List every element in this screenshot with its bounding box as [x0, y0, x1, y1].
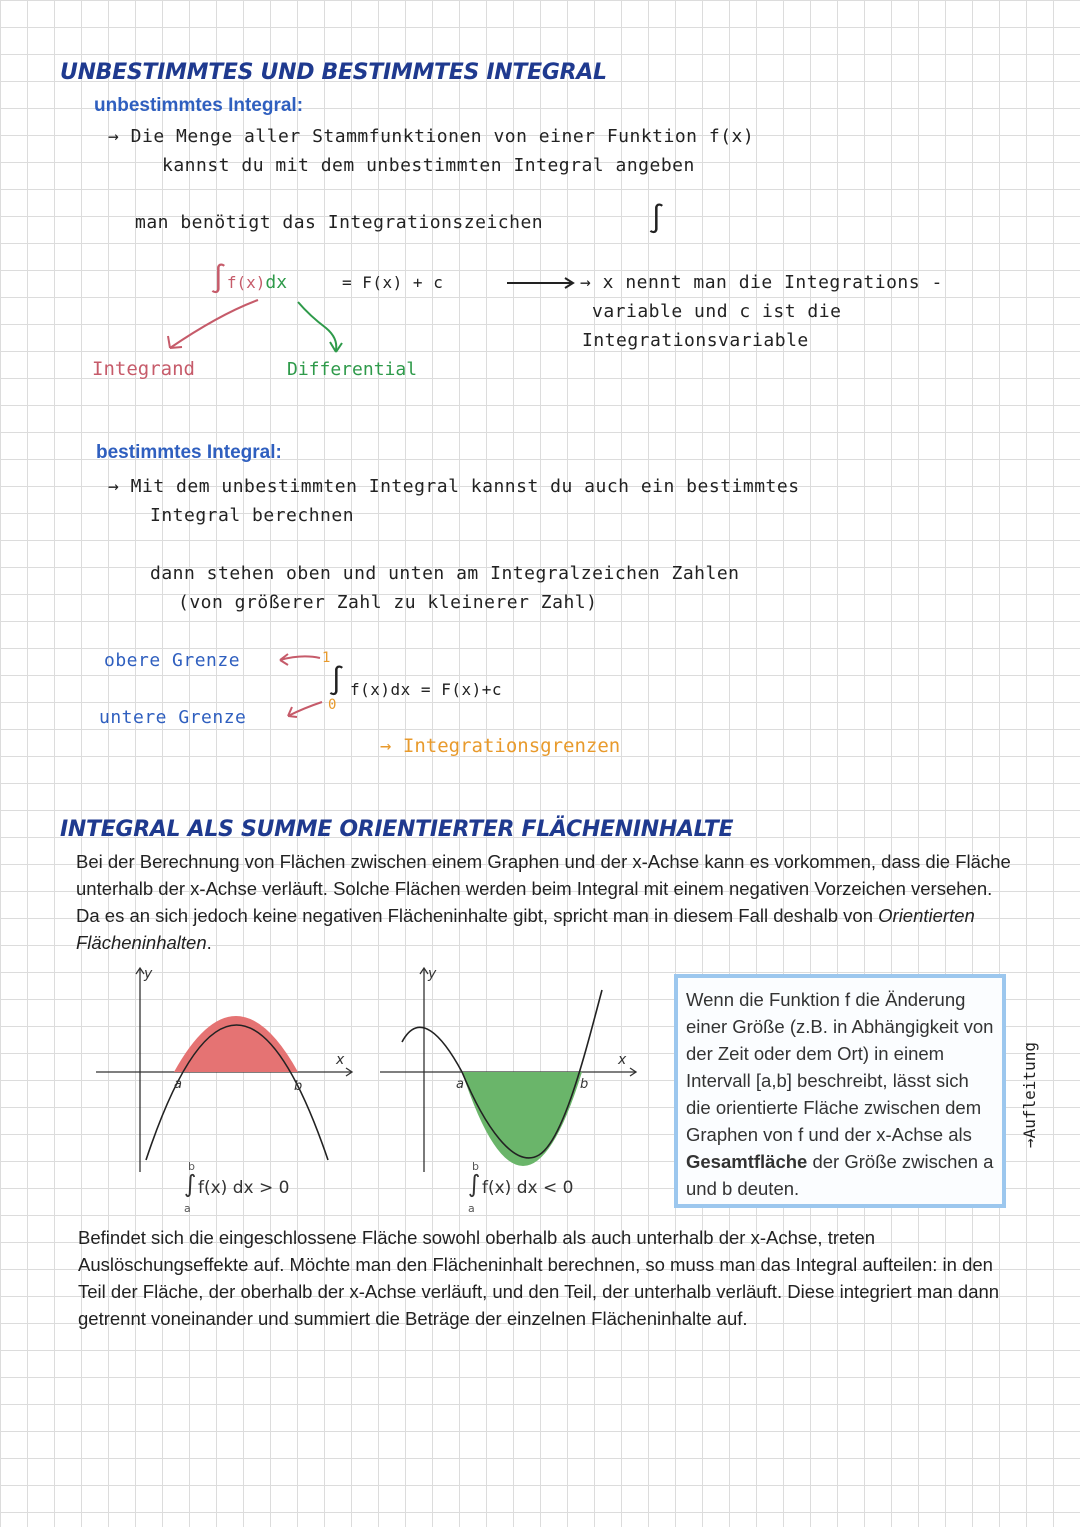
b-label: b — [580, 1077, 589, 1092]
arrow-integrand — [170, 300, 258, 348]
def-integral-sign: ∫ — [328, 664, 346, 697]
def-formula: f(x)dx = F(x)+c — [350, 680, 502, 699]
paragraph-cancellation: Befindet sich die eingeschlossene Fläche sowohl oberhalb als auch unterhalb der x-Achse, treten Auslöschungseffekte auf. Möchte man den Flächeninhalt berechnen, so muss man das Integral aufteilen: in den Teil der Fläche, der oberhalb der x-Achse verläuft, und den Teil, der unterhalb verläuft. Diese integriert man dann getrennt voneinander und summiert die Beträge der einzelnen Flächeninhalte auf. — [78, 1227, 1000, 1329]
a-label: a — [174, 1077, 182, 1092]
negative-area-fill — [462, 1072, 582, 1166]
subtitle-indefinite: unbestimmtes Integral: — [94, 95, 304, 116]
formula-differential: dx — [265, 272, 288, 293]
a-label: a — [456, 1077, 464, 1092]
formula-integrand: f(x) — [226, 273, 266, 292]
upper-value: 1 — [322, 650, 331, 666]
graph-positive-area — [90, 960, 360, 1180]
indef-line-3: man benötigt das Integrationszeichen — [135, 212, 544, 233]
indef-note-line-1: → x nennt man die Integrations - — [580, 272, 943, 293]
long-arrow — [505, 276, 575, 290]
def-line-2: Integral berechnen — [150, 505, 355, 526]
label-lower-bound: untere Grenze — [99, 707, 247, 728]
y-axis-label: y — [428, 966, 437, 982]
label-integration-bounds: → Integrationsgrenzen — [380, 735, 621, 757]
integral-sign: ∫ — [648, 202, 666, 235]
indef-line-2: kannst du mit dem unbestimmten Integral angeben — [162, 155, 695, 176]
section-title-integral: UNBESTIMMTES UND BESTIMMTES INTEGRAL — [60, 60, 607, 85]
formula-integral-sign: ∫ — [210, 262, 227, 295]
section-title-oriented-areas: INTEGRAL ALS SUMME ORIENTIERTER FLÄCHENINHALTE — [60, 817, 734, 842]
y-axis-label: y — [144, 966, 153, 982]
subtitle-definite: bestimmtes Integral: — [96, 442, 282, 463]
x-axis-label: x — [336, 1052, 345, 1068]
side-note-aufleitung: →Aufleitung — [1020, 1042, 1039, 1148]
def-line-4: (von größerer Zahl zu kleinerer Zahl) — [178, 592, 598, 613]
def-line-1: → Mit dem unbestimmten Integral kannst du auch ein bestimmtes — [108, 476, 800, 497]
arrow-lower — [288, 702, 322, 717]
indef-line-1: → Die Menge aller Stammfunktionen von einer Funktion f(x) — [108, 126, 755, 147]
indef-note-line-3: Integrationsvariable — [582, 330, 809, 351]
paragraph-oriented-areas: Bei der Berechnung von Flächen zwischen einem Graphen und der x-Achse kann es vorkommen, dass die Fläche unterhalb der x-Achse verläuft. Solche Flächen werden beim Integral mit einem negativen Vorzeichen versehen. Da es an sich jedoch keine negativen Flächeninhalte gibt, spricht man in diesem Fall deshalb von Orientierten Flächeninhalten. — [76, 851, 1011, 953]
label-differential: Differential — [287, 359, 418, 380]
emphasis-oriented-areas: Orientierten Flächeninhalten — [76, 905, 975, 953]
label-upper-bound: obere Grenze — [104, 650, 241, 671]
graph-negative-area — [374, 960, 644, 1180]
arrow-upper — [280, 654, 320, 665]
lower-value: 0 — [328, 697, 337, 713]
x-axis-label: x — [618, 1052, 627, 1068]
formula-rhs: = F(x) + c — [342, 273, 444, 292]
bold-total-area: Gesamtfläche — [686, 1151, 808, 1172]
def-line-3: dann stehen oben und unten am Integralzeichen Zahlen — [150, 563, 740, 584]
info-box-total-area: Wenn die Funktion f die Änderung einer Größe (z.B. in Abhängigkeit von der Zeit oder dem Ort) in einem Intervall [a,b] beschreibt, lässt sich die orientierte Fläche zwischen dem Graphen von f und der x-Achse als Gesamtfläche der Größe zwischen a und b deuten. — [674, 974, 1006, 1208]
indef-note-line-2: variable und c ist die — [592, 301, 842, 322]
b-label: b — [294, 1079, 303, 1094]
indef-arrows — [150, 290, 350, 360]
label-integrand: Integrand — [92, 358, 195, 380]
